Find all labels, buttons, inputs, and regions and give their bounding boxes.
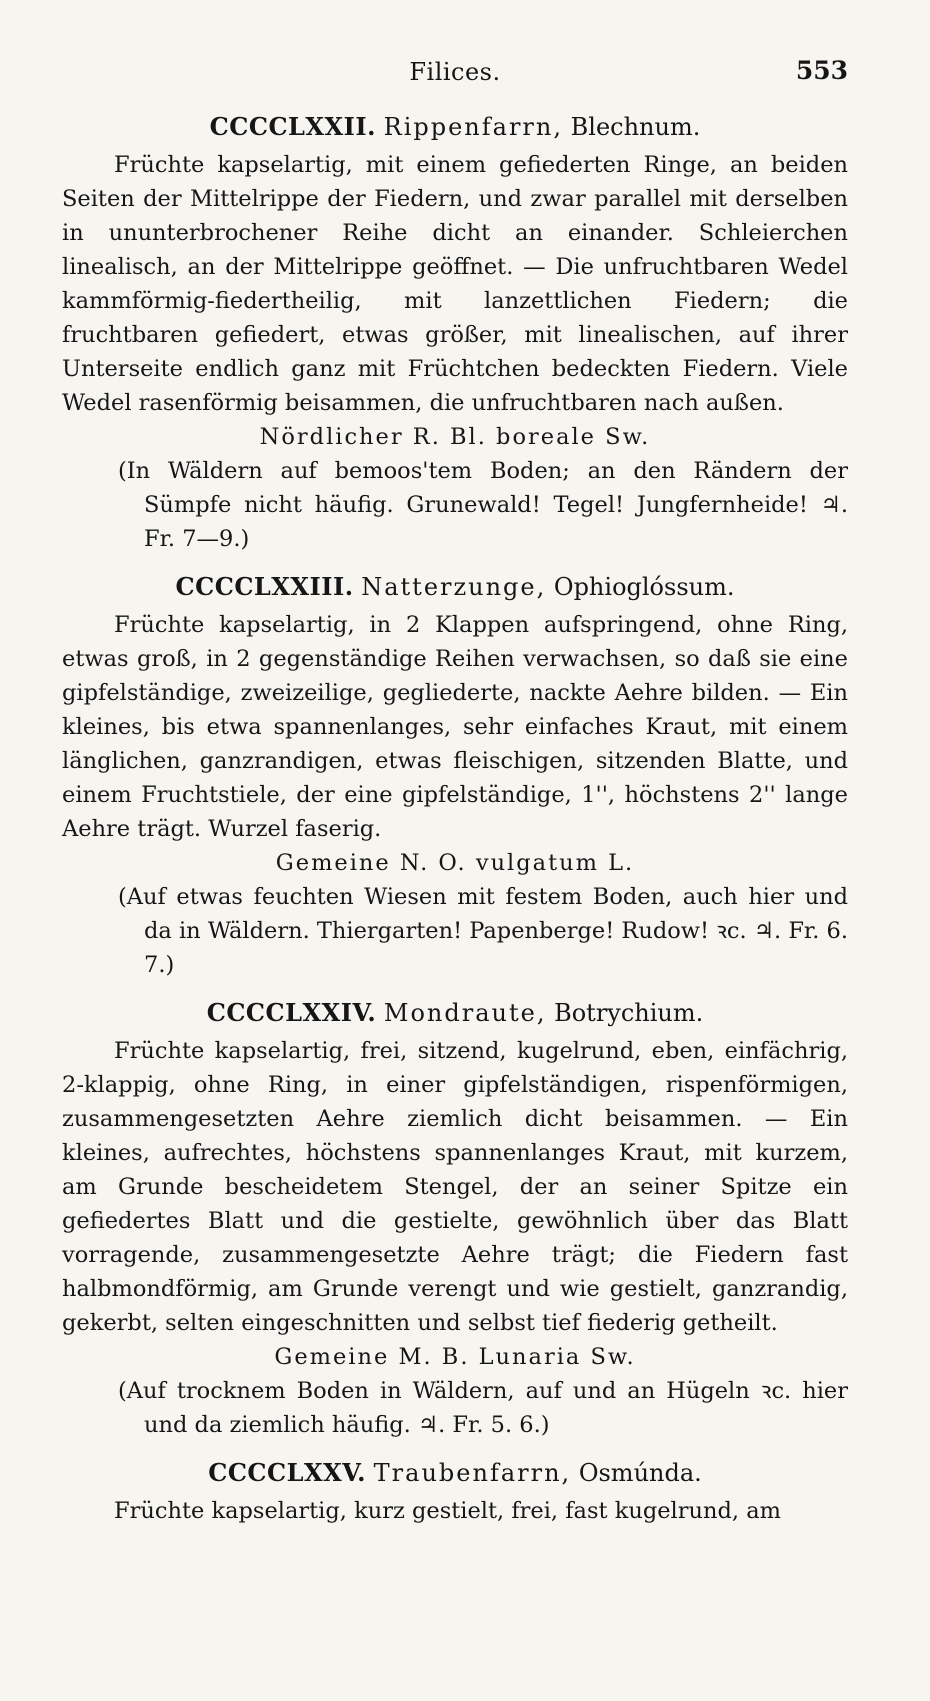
genus-german-name: Mondraute,: [383, 999, 547, 1027]
genus-latin-name: Ophioglóssum.: [553, 573, 735, 601]
genus-heading: [62, 568, 848, 606]
genus-description: Früchte kapselartig, in 2 Klappen aufspringend, ohne Ring, etwas groß, in 2 gegenständige Reihen verwachsen, so daß sie eine gipfelständige, zweizeilige, gegliederte, nackte Aehre bilden. — Ein kleines, bis etwa spannenlanges, sehr einfaches Kraut, mit einem länglichen, ganzrandigen, etwas fleischigen, sitzenden Blatte, und einem Fruchtstiele, der eine gipfelständige, 1'', höchstens 2'' lange Aehre trägt. Wurzel faserig.: [62, 612, 848, 842]
genus-number: CCCCLXXII.: [209, 112, 376, 141]
page-number: 553: [795, 56, 848, 85]
genus-latin-name: Osmúnda.: [578, 1459, 702, 1487]
genus-number: CCCCLXXIII.: [175, 572, 354, 601]
genus-entry-botrychium: [62, 994, 848, 1442]
genus-number: CCCCLXXIV.: [206, 998, 377, 1027]
genus-entry-osmunda: [62, 1454, 848, 1528]
genus-entry-ophioglossum: [62, 568, 848, 982]
genus-number: CCCCLXXV.: [208, 1458, 367, 1487]
genus-description: Früchte kapselartig, frei, sitzend, kugelrund, eben, einfächrig, 2-klappig, ohne Ring, in einer gipfelständigen, rispenförmigen, zusammengesetzten Aehre ziemlich dicht beisammen. — Ein kleines, aufrechtes, höchstens spannenlanges Kraut, mit kurzem, am Grunde bescheidetem Stengel, der an seiner Spitze ein gefiedertes Blatt und die gestielte, gewöhnlich über das Blatt vorragende, zusammengesetzte Aehre trägt; die Fiedern fast halbmondförmig, am Grunde verengt und wie gestielt, ganzrandig, gekerbt, selten eingeschnitten und selbst tief fiederig getheilt.: [62, 1038, 848, 1336]
species-name: Nördlicher R. Bl. boreale Sw.: [259, 424, 651, 450]
genus-heading: [62, 108, 848, 146]
genus-description: Früchte kapselartig, mit einem gefiederten Ringe, an beiden Seiten der Mittelrippe der Fiedern, und zwar parallel mit derselben in ununterbrochener Reihe dicht an einander. Schleierchen linealisch, an der Mittelrippe geöffnet. — Die unfruchtbaren Wedel kammförmig-fiedertheilig, mit lanzettlichen Fiedern; die fruchtbaren gefiedert, etwas größer, mit linealischen, auf ihrer Unterseite endlich ganz mit Früchtchen bedeckten Fiedern. Viele Wedel rasenförmig beisammen, die unfruchtbaren nach außen.: [62, 152, 848, 416]
species-name: Gemeine M. B. Lunaria Sw.: [274, 1344, 636, 1370]
genus-latin-name: Blechnum.: [570, 113, 701, 141]
running-head: [62, 56, 848, 96]
species-habitat: (Auf trocknem Boden in Wäldern, auf und an Hügeln ꝛc. hier und da ziemlich häufig. ♃. Fr. 5. 6.): [118, 1378, 848, 1438]
genus-german-name: Natterzunge,: [361, 573, 547, 601]
genus-entry-blechnum: [62, 108, 848, 556]
species-habitat: (In Wäldern auf bemoos'tem Boden; an den Rändern der Sümpfe nicht häufig. Grunewald! Tegel! Jungfernheide! ♃. Fr. 7—9.): [118, 458, 848, 552]
genus-german-name: Traubenfarrn,: [373, 1459, 572, 1487]
genus-heading: [62, 1454, 848, 1492]
genus-latin-name: Botrychium.: [554, 999, 704, 1027]
genus-description: Früchte kapselartig, kurz gestielt, frei, fast kugelrund, am: [114, 1498, 781, 1524]
running-head-title: Filices.: [409, 58, 501, 86]
genus-heading: [62, 994, 848, 1032]
species-name: Gemeine N. O. vulgatum L.: [275, 850, 635, 876]
species-habitat: (Auf etwas feuchten Wiesen mit festem Boden, auch hier und da in Wäldern. Thiergarten! Papenberge! Rudow! ꝛc. ♃. Fr. 6. 7.): [118, 884, 848, 978]
genus-german-name: Rippenfarrn,: [383, 113, 563, 141]
